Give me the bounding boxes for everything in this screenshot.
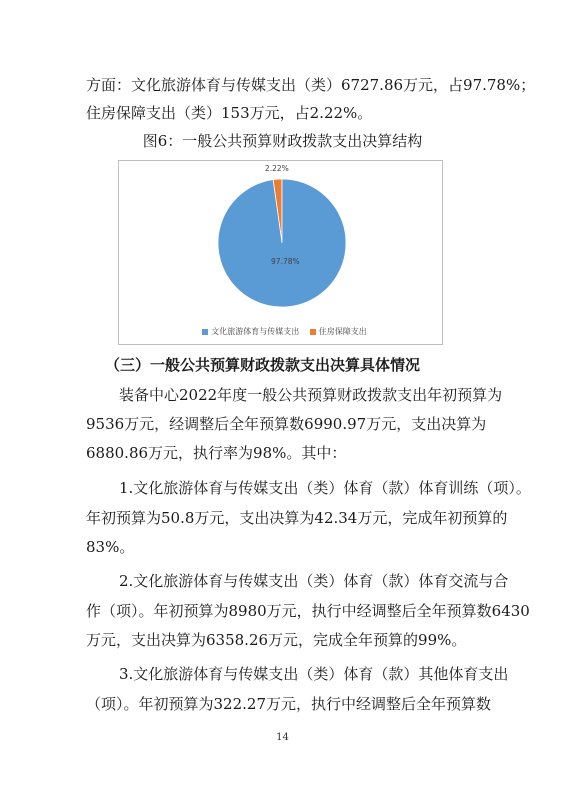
paragraph-line: 9536万元，经调整后全年预算数6990.97万元，支出决算为 [86, 415, 487, 433]
section-heading: （三）一般公共预算财政拨款支出决算具体情况 [105, 356, 421, 374]
legend-swatch-housing [310, 329, 316, 335]
paragraph-line: 83%。 [86, 538, 135, 556]
legend-label-housing: 住房保障支出 [318, 327, 367, 336]
data-label-housing: 2.22% [264, 164, 289, 174]
paragraph-line: （项）。年初预算为322.27万元，执行中经调整后全年预算数 [86, 695, 491, 713]
paragraph-line: 万元，支出决算为6358.26万元，完成全年预算的99%。 [86, 631, 467, 649]
legend-swatch-culture [202, 329, 208, 335]
pie-chart-svg [119, 161, 442, 344]
pie-chart [118, 160, 443, 345]
paragraph-line: 作（项）。年初预算为8980万元，执行中经调整后全年预算数6430 [86, 602, 530, 620]
pie-slice-culture [218, 179, 346, 307]
figure-caption: 图6：一般公共预算财政拨款支出决算结构 [142, 132, 423, 150]
paragraph-line: 3.文化旅游体育与传媒支出（类）体育（款）其他体育支出 [119, 665, 509, 683]
paragraph-line: 6880.86万元，执行率为98%。其中： [86, 444, 347, 462]
paragraph-line: 1.文化旅游体育与传媒支出（类）体育（款）体育训练（项）。 [119, 479, 531, 497]
paragraph-line: 住房保障支出（类）153万元，占2.22%。 [86, 104, 373, 122]
page-number: 14 [276, 732, 289, 743]
paragraph-line: 方面：文化旅游体育与传媒支出（类）6727.86万元，占97.78%； [86, 76, 536, 94]
data-label-culture: 97.78% [271, 257, 300, 267]
legend-label-culture: 文化旅游体育与传媒支出 [211, 327, 300, 336]
paragraph-line: 装备中心2022年度一般公共预算财政拨款支出年初预算为 [119, 386, 503, 404]
chart-legend [119, 326, 442, 337]
paragraph-line: 2.文化旅游体育与传媒支出（类）体育（款）体育交流与合 [119, 572, 509, 590]
paragraph-line: 年初预算为50.8万元，支出决算为42.34万元，完成年初预算的 [86, 509, 508, 527]
